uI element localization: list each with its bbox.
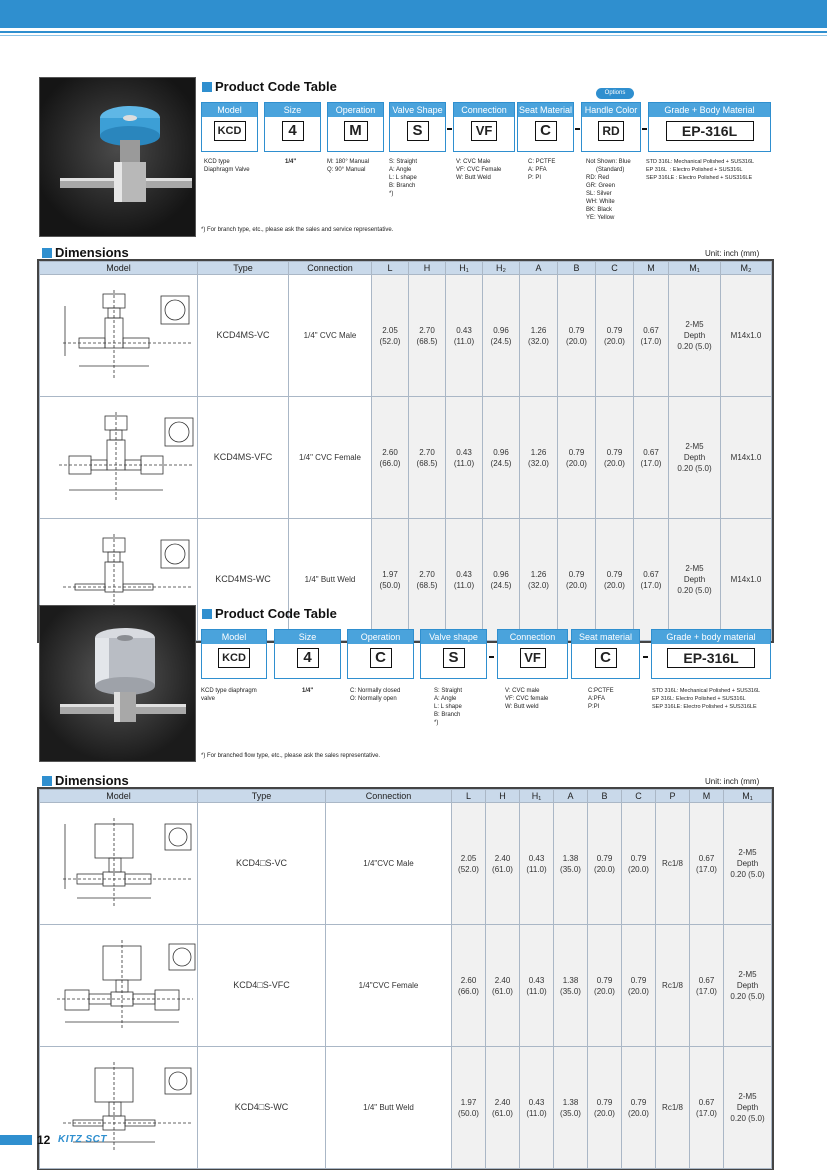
value-cell: 2.40 (61.0) <box>486 803 520 925</box>
col-header: B <box>588 790 622 803</box>
value-cell: 0.43 (11.0) <box>520 925 554 1047</box>
options-tag: Options <box>596 88 634 99</box>
code-desc: C:PCTFE A:PFA P:PI <box>588 688 614 710</box>
value-cell: 2-M5 Depth 0.20 (5.0) <box>724 803 772 925</box>
code-box-model <box>201 102 258 152</box>
table-row <box>40 803 772 925</box>
col-header: Connection <box>289 262 372 275</box>
code-head: Connection <box>454 103 514 117</box>
col-header: M <box>634 262 669 275</box>
value-cell: 0.96 (24.5) <box>483 397 520 519</box>
code-value: EP-316L <box>666 121 754 141</box>
value-cell: 2.05 (52.0) <box>372 275 409 397</box>
value-cell: 0.79 (20.0) <box>588 1047 622 1169</box>
col-header: L <box>372 262 409 275</box>
col-header: C <box>596 262 634 275</box>
code-head: Grade + Body Material <box>649 103 770 117</box>
value-cell: 2-M5 Depth 0.20 (5.0) <box>669 519 721 641</box>
separator-dash <box>489 656 494 658</box>
code-desc: Not Shown: Blue (Standard) RD: Red GR: Green SL: Silver WH: White BK: Black YE: Yellow <box>586 159 631 221</box>
code-value: M <box>344 121 368 141</box>
footer-bar <box>0 1135 32 1145</box>
code-value: EP-316L <box>667 648 755 668</box>
value-cell: Rc1/8 <box>656 1047 690 1169</box>
code-head: Valve Shape <box>390 103 445 117</box>
code-box-seat-material <box>571 629 640 679</box>
value-cell: 2.70 (68.5) <box>409 275 446 397</box>
col-header: L <box>452 790 486 803</box>
code-head: Grade + body material <box>652 630 770 644</box>
footnote: *) For branched flow type, etc., please ask the sales representative. <box>201 753 381 759</box>
code-value: C <box>370 648 392 668</box>
code-value: VF <box>471 121 497 141</box>
col-header: H₂ <box>483 262 520 275</box>
dimensions-title: Dimensions <box>42 773 129 788</box>
value-cell: 1.26 (32.0) <box>520 519 558 641</box>
code-box-handle-color <box>581 102 641 152</box>
table-header-row <box>40 262 772 275</box>
section-square-icon <box>42 776 52 786</box>
value-cell: 0.43 (11.0) <box>446 397 483 519</box>
code-value: S <box>443 648 465 668</box>
col-header: M₁ <box>669 262 721 275</box>
value-cell: 2.60 (66.0) <box>372 397 409 519</box>
code-value: VF <box>520 648 546 668</box>
value-cell: 2.05 (52.0) <box>452 803 486 925</box>
code-head: Operation <box>328 103 383 117</box>
col-header: Type <box>198 262 289 275</box>
type-cell: KCD4□S-VC <box>198 803 326 925</box>
type-cell: KCD4MS-WC <box>198 519 289 641</box>
value-cell: 0.79 (20.0) <box>596 519 634 641</box>
connection-cell: 1/4" Butt Weld <box>326 1047 452 1169</box>
code-desc: KCD type Diaphragm Valve <box>204 159 250 173</box>
value-cell: 1.97 (50.0) <box>452 1047 486 1169</box>
brand-logo: KITZ SCT <box>58 1134 107 1145</box>
code-box-valve-shape <box>420 629 487 679</box>
value-cell: 2-M5 Depth 0.20 (5.0) <box>669 397 721 519</box>
section-square-icon <box>202 609 212 619</box>
col-header: M₂ <box>721 262 772 275</box>
code-box-valve-shape <box>389 102 446 152</box>
valve-drawing-vfc <box>40 397 198 519</box>
valve-drawing-vfc <box>40 925 198 1047</box>
value-cell: 2.40 (61.0) <box>486 1047 520 1169</box>
dimensions-table <box>39 789 772 1169</box>
table-row <box>40 397 772 519</box>
col-header: H₁ <box>446 262 483 275</box>
separator-dash <box>575 128 580 130</box>
valve-drawing-vc <box>40 275 198 397</box>
value-cell: 2-M5 Depth 0.20 (5.0) <box>669 275 721 397</box>
code-desc: S: Straight A: Angle L: L shape B: Branch *) <box>434 688 463 726</box>
value-cell: 0.79 (20.0) <box>596 397 634 519</box>
code-desc: C: PCTFE A: PFA P: PI <box>528 159 556 181</box>
section-square-icon <box>202 82 212 92</box>
code-desc: 1/4" <box>285 159 297 165</box>
code-value: RD <box>598 121 624 141</box>
table-row <box>40 275 772 397</box>
value-cell: 0.43 (11.0) <box>520 1047 554 1169</box>
code-desc: KCD type diaphragm valve <box>201 688 257 702</box>
top-rule <box>0 31 827 33</box>
code-value: 4 <box>297 648 319 668</box>
value-cell: 0.67 (17.0) <box>634 397 669 519</box>
code-desc: S: Straight A: Angle L: L shape B: Branch *) <box>389 159 418 197</box>
separator-dash <box>447 128 452 130</box>
code-desc: C: Normally closed O: Normally open <box>350 688 401 702</box>
top-rule-thin <box>0 35 827 36</box>
value-cell: 0.79 (20.0) <box>622 803 656 925</box>
type-cell: KCD4□S-WC <box>198 1047 326 1169</box>
valve-drawing-vc <box>40 803 198 925</box>
connection-cell: 1/4" CVC Male <box>289 275 372 397</box>
footnote: *) For branch type, etc., please ask the sales and service representative. <box>201 227 394 233</box>
type-cell: KCD4MS-VFC <box>198 397 289 519</box>
code-head: Seat Material <box>518 105 573 115</box>
value-cell: 0.96 (24.5) <box>483 275 520 397</box>
type-cell: KCD4□S-VFC <box>198 925 326 1047</box>
code-head: Operation <box>348 630 413 644</box>
code-desc: V: CVC Male VF: CVC Female W: Butt Weld <box>456 159 502 181</box>
code-value: C <box>535 121 557 141</box>
separator-dash <box>643 656 648 658</box>
value-cell: Rc1/8 <box>656 925 690 1047</box>
code-value: KCD <box>214 121 246 141</box>
col-header: A <box>554 790 588 803</box>
value-cell: 2.70 (68.5) <box>409 519 446 641</box>
value-cell: 1.26 (32.0) <box>520 397 558 519</box>
value-cell: 1.38 (35.0) <box>554 1047 588 1169</box>
code-value: KCD <box>218 648 250 668</box>
code-box-size <box>264 102 321 152</box>
code-head: Connection <box>498 630 567 644</box>
value-cell: 0.79 (20.0) <box>558 275 596 397</box>
col-header: M₁ <box>724 790 772 803</box>
code-value: C <box>595 648 617 668</box>
code-box-size <box>274 629 341 679</box>
col-header: Model <box>40 790 198 803</box>
col-header: M <box>690 790 724 803</box>
code-desc: M: 180° Manual Q: 90° Manual <box>327 159 370 173</box>
col-header: A <box>520 262 558 275</box>
value-cell: 2-M5 Depth 0.20 (5.0) <box>724 925 772 1047</box>
col-header: H₁ <box>520 790 554 803</box>
product-code-table-title: Product Code Table <box>202 79 337 94</box>
value-cell: 0.43 (11.0) <box>520 803 554 925</box>
value-cell: 1.38 (35.0) <box>554 925 588 1047</box>
code-head: Size <box>275 630 340 644</box>
type-cell: KCD4MS-VC <box>198 275 289 397</box>
value-cell: 0.79 (20.0) <box>622 925 656 1047</box>
code-head: Handle Color <box>582 103 640 117</box>
value-cell: 2.70 (68.5) <box>409 397 446 519</box>
value-cell: 0.67 (17.0) <box>690 1047 724 1169</box>
code-desc: V: CVC male VF: CVC female W: Butt weld <box>505 688 549 710</box>
code-box-connection <box>453 102 515 152</box>
value-cell: 0.43 (11.0) <box>446 519 483 641</box>
code-box-grade-body-material <box>648 102 771 152</box>
value-cell: 2.40 (61.0) <box>486 925 520 1047</box>
code-head: Size <box>265 103 320 117</box>
code-head: Model <box>202 103 257 117</box>
code-desc: STD 316L: Mechanical Polished + SUS316L EP 316L: Electro Polished + SUS316L SEP 316LE: Electro Polished + SUS316LE <box>652 688 761 710</box>
unit-label: Unit: inch (mm) <box>705 777 760 786</box>
code-head: Seat material <box>572 630 639 644</box>
value-cell: 0.79 (20.0) <box>558 519 596 641</box>
connection-cell: 1/4" CVC Female <box>289 397 372 519</box>
value-cell: 0.79 (20.0) <box>588 925 622 1047</box>
value-cell: 0.67 (17.0) <box>690 925 724 1047</box>
value-cell: Rc1/8 <box>656 803 690 925</box>
col-header: P <box>656 790 690 803</box>
manual-valve-photo <box>39 77 196 237</box>
connection-cell: 1/4"CVC Male <box>326 803 452 925</box>
value-cell: 0.67 (17.0) <box>690 803 724 925</box>
value-cell: 0.79 (20.0) <box>622 1047 656 1169</box>
page-number: 12 <box>37 1133 51 1147</box>
code-desc: 1/4" <box>302 688 314 694</box>
code-box-seat-material <box>517 102 574 152</box>
dimensions-title: Dimensions <box>42 245 129 260</box>
col-header: Type <box>198 790 326 803</box>
value-cell: 1.38 (35.0) <box>554 803 588 925</box>
code-value: S <box>407 121 429 141</box>
valve-drawing-wc <box>40 1047 198 1169</box>
code-box-operation <box>347 629 414 679</box>
code-box-connection <box>497 629 568 679</box>
col-header: B <box>558 262 596 275</box>
top-color-band <box>0 0 827 28</box>
col-header: H <box>409 262 446 275</box>
section-square-icon <box>42 248 52 258</box>
value-cell: 2-M5 Depth 0.20 (5.0) <box>724 1047 772 1169</box>
product-code-table-title: Product Code Table <box>202 606 337 621</box>
connection-cell: 1/4" Butt Weld <box>289 519 372 641</box>
col-header: C <box>622 790 656 803</box>
code-desc: STD 316L: Mechanical Polished + SUS316L EP 316L : Electro Polished + SUS316L SEP 316LE : Electro Polished + SUS316LE <box>646 159 755 181</box>
code-box-operation <box>327 102 384 152</box>
value-cell: 0.67 (17.0) <box>634 275 669 397</box>
value-cell: M14x1.0 <box>721 275 772 397</box>
col-header: Connection <box>326 790 452 803</box>
value-cell: 0.79 (20.0) <box>596 275 634 397</box>
value-cell: 2.60 (66.0) <box>452 925 486 1047</box>
value-cell: M14x1.0 <box>721 397 772 519</box>
col-header: H <box>486 790 520 803</box>
code-box-grade-body-material <box>651 629 771 679</box>
code-box-model <box>201 629 267 679</box>
value-cell: 0.79 (20.0) <box>588 803 622 925</box>
value-cell: 1.97 (50.0) <box>372 519 409 641</box>
value-cell: 0.67 (17.0) <box>634 519 669 641</box>
table-row <box>40 925 772 1047</box>
value-cell: 1.26 (32.0) <box>520 275 558 397</box>
pneumatic-valve-photo <box>39 605 196 762</box>
value-cell: 0.43 (11.0) <box>446 275 483 397</box>
unit-label: Unit: inch (mm) <box>705 249 760 258</box>
code-value: 4 <box>282 121 304 141</box>
table-row <box>40 1047 772 1169</box>
col-header: Model <box>40 262 198 275</box>
value-cell: 0.96 (24.5) <box>483 519 520 641</box>
dimensions-table <box>39 261 772 641</box>
value-cell: 0.79 (20.0) <box>558 397 596 519</box>
connection-cell: 1/4"CVC Female <box>326 925 452 1047</box>
code-head: Valve shape <box>421 630 486 644</box>
code-head: Model <box>202 630 266 644</box>
table-header-row <box>40 790 772 803</box>
value-cell: M14x1.0 <box>721 519 772 641</box>
separator-dash <box>642 128 647 130</box>
